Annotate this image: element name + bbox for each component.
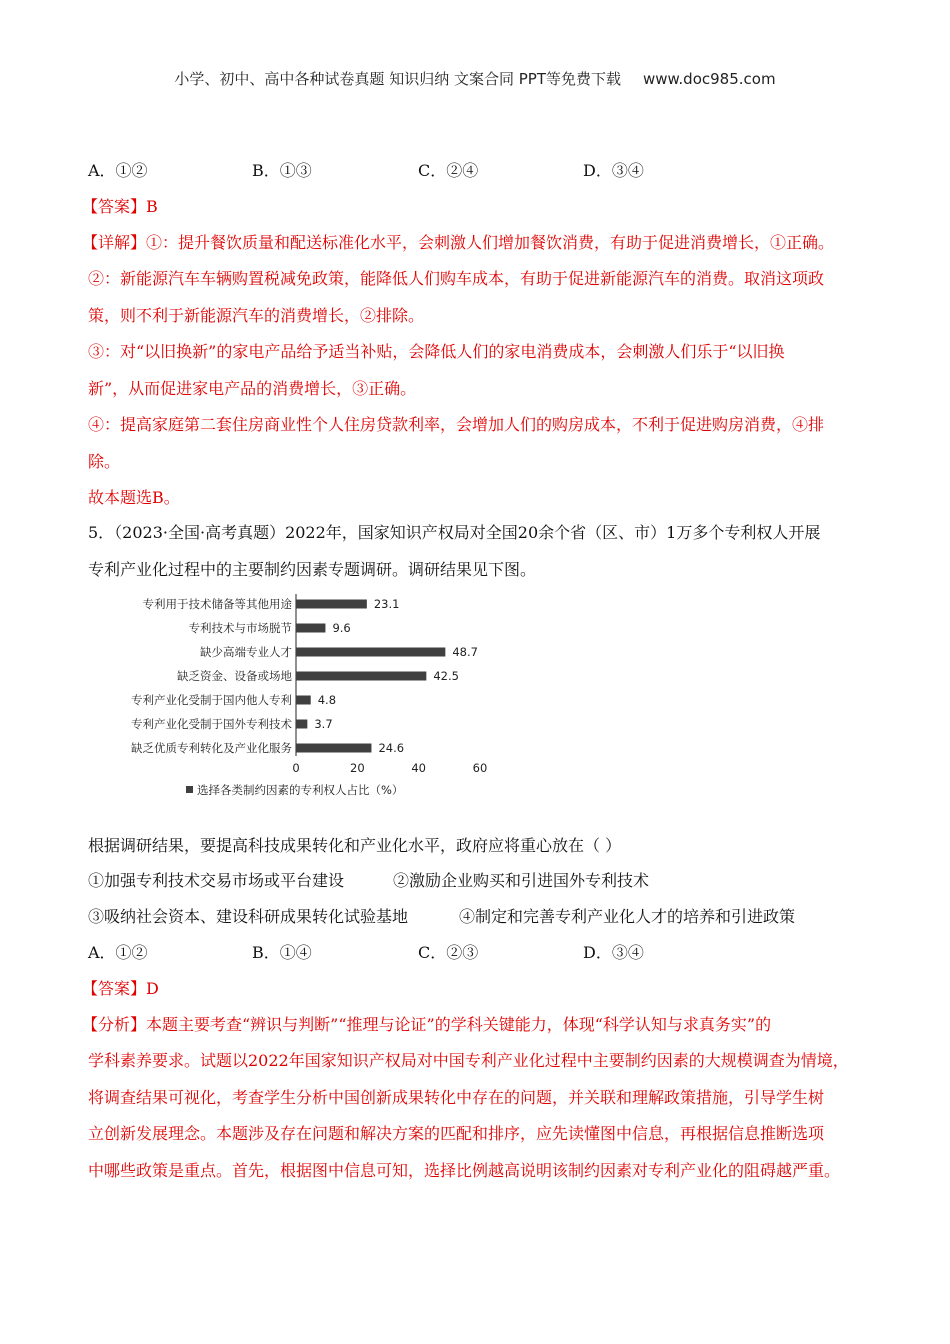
q5-option-b: B．①④ [252,943,312,962]
q5-stem-line: 专利产业化过程中的主要制约因素专题调研。调研结果见下图。 [88,560,537,579]
q4-detail-line: 新”，从而促进家电产品的消费增长，③正确。 [88,379,417,398]
category-label: 专利产业化受制于国外专利技术 [131,717,292,731]
header-url: www.doc985.com [642,70,776,88]
bar [296,624,325,633]
category-label: 缺少高端专业人才 [200,645,292,659]
q4-detail-line: ②：新能源汽车车辆购置税减免政策，能降低人们购车成本，有助于促进新能源汽车的消费。取消这项政 [88,269,825,288]
q5-question: 根据调研结果，要提高科技成果转化和产业化水平，政府应将重心放在（ ） [88,836,622,855]
category-label: 专利技术与市场脱节 [188,621,292,635]
q5-answer: 【答案】D [82,979,159,998]
q5-option-c: C．②③ [418,943,479,962]
data-label: 42.5 [433,669,459,683]
q4-option-d: D．③④ [583,161,644,180]
data-label: 3.7 [314,717,333,731]
data-label: 48.7 [452,645,478,659]
category-label: 专利用于技术储备等其他用途 [142,597,292,611]
bar [296,648,445,657]
q5-statement-4: ④制定和完善专利产业化人才的培养和引进政策 [459,907,796,926]
q5-stem-line: 5．（2023·全国·高考真题）2022年，国家知识产权局对全国20余个省（区、市）1万多个专利权人开展 [88,523,821,542]
x-tick-label: 40 [411,761,426,775]
q5-statement-2: ②激励企业购买和引进国外专利技术 [393,871,650,890]
bar [296,720,307,729]
data-label: 24.6 [378,741,405,755]
constraint-factors-bar-chart [90,588,510,808]
category-label: 缺乏优质专利转化及产业化服务 [131,741,292,755]
q5-option-d: D．③④ [583,943,644,962]
bar [296,696,311,705]
page-header [0,68,950,89]
bar [296,672,426,681]
q5-statement-1: ①加强专利技术交易市场或平台建设 [88,871,345,890]
q4-detail-line: 【详解】①：提升餐饮质量和配送标准化水平，会刺激人们增加餐饮消费，有助于促进消费增长，①正确。 [82,233,835,252]
q4-detail-line: ③：对“以旧换新”的家电产品给予适当补贴，会降低人们的家电消费成本，会刺激人们乐于“以旧换 [88,342,785,361]
q4-detail-line: ④：提高家庭第二套住房商业性个人住房贷款利率，会增加人们的购房成本，不利于促进购房消费，④排 [88,415,825,434]
q5-analysis-line: 【分析】本题主要考查“辨识与判断”“推理与论证”的学科关键能力，体现“科学认知与求真务实”的 [82,1015,772,1034]
q4-option-a: A．①② [88,161,148,180]
q4-answer: 【答案】B [82,197,158,216]
bar [296,600,367,609]
category-label: 缺乏资金、设备或场地 [177,669,292,683]
legend-swatch [186,786,193,793]
q4-detail-line: 策，则不利于新能源汽车的消费增长，②排除。 [88,306,425,325]
legend-label: 选择各类制约因素的专利权人占比（%） [197,783,404,797]
data-label: 23.1 [373,597,400,611]
q4-detail-line: 除。 [88,452,121,471]
q5-analysis-line: 立创新发展理念。本题涉及存在问题和解决方案的匹配和排序，应先读懂图中信息，再根据信息推断选项 [88,1124,825,1143]
x-tick-label: 0 [292,761,300,775]
category-label: 专利产业化受制于国内他人专利 [131,693,292,707]
header-text: 小学、初中、高中各种试卷真题 知识归纳 文案合同 PPT等免费下载 [174,70,621,88]
data-label: 4.8 [317,693,337,707]
q4-detail-line: 故本题选B。 [88,488,180,507]
x-tick-label: 60 [472,761,488,775]
q4-option-b: B．①③ [252,161,312,180]
data-label: 9.6 [332,621,351,635]
q5-analysis-line: 将调查结果可视化，考查学生分析中国创新成果转化中存在的问题，并关联和理解政策措施，引导学生树 [88,1088,825,1107]
q5-analysis-line: 学科素养要求。试题以2022年国家知识产权局对中国专利产业化过程中主要制约因素的大规模调查为情境， [88,1051,849,1070]
x-tick-label: 20 [350,761,365,775]
q5-statement-3: ③吸纳社会资本、建设科研成果转化试验基地 [88,907,409,926]
q4-option-c: C．②④ [418,161,479,180]
bar [296,744,371,753]
q5-option-a: A．①② [88,943,148,962]
q5-analysis-line: 中哪些政策是重点。首先，根据图中信息可知，选择比例越高说明该制约因素对专利产业化的阻碍越严重。 [88,1161,841,1180]
